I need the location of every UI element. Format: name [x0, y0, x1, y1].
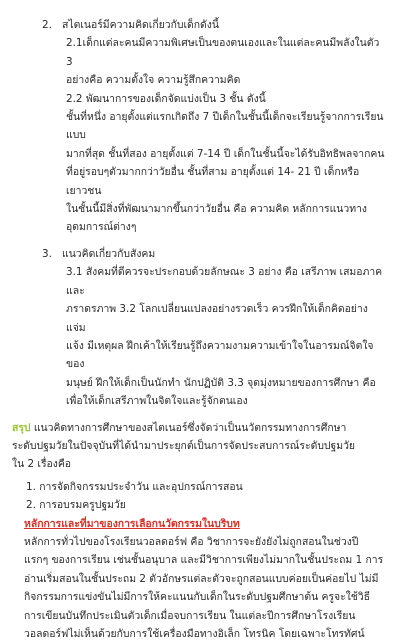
section-title: สไตเนอร์มีความคิดเกี่ยวกับเด็กดังนี้	[62, 19, 219, 31]
body-line: แรกๆ ของการเรียน เช่นชั้นอนุบาล และมีวิชาการเพียงไม่มากในชั้นประถม 1 การ	[24, 554, 384, 567]
body-line: การเขียนบันทึกประเมินตัวเด็กเมื่อจบการเรียน ในแต่ละปีการศึกษาโรงเรียน	[24, 609, 356, 622]
paragraph-line: ในชั้นนี้มีสิ่งที่พัฒนามากขึ้นกว่าวัยอื่น คือ ความคิด หลักการแนวทาง	[66, 203, 368, 216]
paragraph-line: มากที่สุด ชั้นที่สอง อายุตั้งแต่ 7-14 ปี เด็กในชั้นนี้จะได้รับอิทธิพลจากคน	[66, 147, 385, 160]
section-title: แนวคิดเกี่ยวกับสังคม	[62, 247, 156, 260]
paragraph-line: อุดมการณ์ต่างๆ	[66, 221, 137, 234]
summary-line: ระดับปฐมวัยในปัจจุบันที่ได้นำมาประยุกต์เป็นการจัดประสบการณ์ระดับปฐมวัย	[12, 439, 356, 452]
list-item: 1. การจัดกิจกรรมประจำวัน และอุปกรณ์การสอน	[26, 480, 243, 493]
body-line: วอลดอร์ฟไม่เห็นด้วยกับการใช้เครื่องมือทางอิเล็ก โทรนิค โดยเฉพาะโทรทัศน์	[24, 628, 365, 640]
summary-label: สรุป	[12, 421, 31, 434]
summary-line	[12, 419, 386, 437]
section-number: 3.	[42, 247, 52, 260]
section-heading	[42, 16, 386, 34]
section-heading	[42, 245, 386, 263]
paragraph-line: ชั้นที่หนึ่ง อายุตั้งแต่แรกเกิดถึง 7 ปีเด็กในชั้นนี้เด็กจะเรียนรู้จากการเรียนแบบ	[66, 111, 384, 142]
section-number: 2.	[42, 19, 52, 31]
paragraph-line: มนุษย์ ฝึกให้เด็กเป็นนักทำ นักปฏิบัติ 3.3 จุดมุ่งหมายของการศึกษา คือ	[66, 376, 376, 389]
body-line: หลักการทั่วไปของโรงเรียนวอลดอร์ฟ คือ วิชาการจะยังยังไม่ถูกสอนในช่วงปี	[24, 535, 359, 548]
summary-line: ใน 2 เรื่องคือ	[12, 458, 72, 471]
paragraph-line: อย่างคือ ความตั้งใจ ความรู้สึกความคิด	[66, 74, 241, 87]
summary-text: แนวคิดทางการศึกษาของสไตเนอร์ซึ่งจัดว่าเป็นนวัตกรรมทางการศึกษา	[30, 421, 347, 434]
body-line: อ่านเริ่มสอนในชั้นประถม 2 ตัวอักษรแต่ละตัวจะถูกสอนแบบค่อยเป็นค่อยไป ไม่มี	[24, 572, 379, 585]
paragraph-line: ที่อยู่รอบๆตัวมากกว่าวัยอื่น ชั้นที่สาม อายุตั้งแต่ 14- 21 ปี เด็กหรือเยาวชน	[66, 166, 360, 197]
subheading: หลักการและที่มาของการเลือกนวัตกรรมในบริบท	[24, 517, 240, 530]
paragraph-line: ภราดรภาพ 3.2 โลกเปลี่ยนแปลงอย่างรวดเร็ว ควรฝึกให้เด็กคิดอย่างแจ่ม	[66, 303, 368, 334]
paragraph-line: 2.2 พัฒนาการของเด็กจัดแบ่งเป็น 3 ชั้น ดังนี้	[66, 92, 266, 105]
paragraph-line: แจ้ง มีเหตุผล ฝึกเค้าให้เรียนรู้ถึงความงามความเข้าใจในอารมณ์จิตใจของ	[66, 339, 374, 371]
paragraph-line: 2.1เด็กแต่ละคนมีความพิเศษเป็นของตนเองและในแต่ละคนมีพลังในตัว 3	[66, 37, 380, 68]
paragraph-line: 3.1 สังคมที่ดีควรจะประกอบด้วยลักษณะ 3 อย่าง คือ เสรีภาพ เสมอภาค และ	[66, 266, 383, 297]
paragraph-line: เพื่อให้เด็กเสรีภาพในจิตใจและรู้จักตนเอง	[66, 395, 248, 408]
list-item: 2. การอบรมครูปฐมวัย	[26, 499, 126, 512]
body-line: กิจกรรมการแข่งขันไม่มีการให้คะแนนกับเด็กในระดับปฐมศึกษาต้น ครูจะใช้วิธี	[24, 591, 371, 604]
